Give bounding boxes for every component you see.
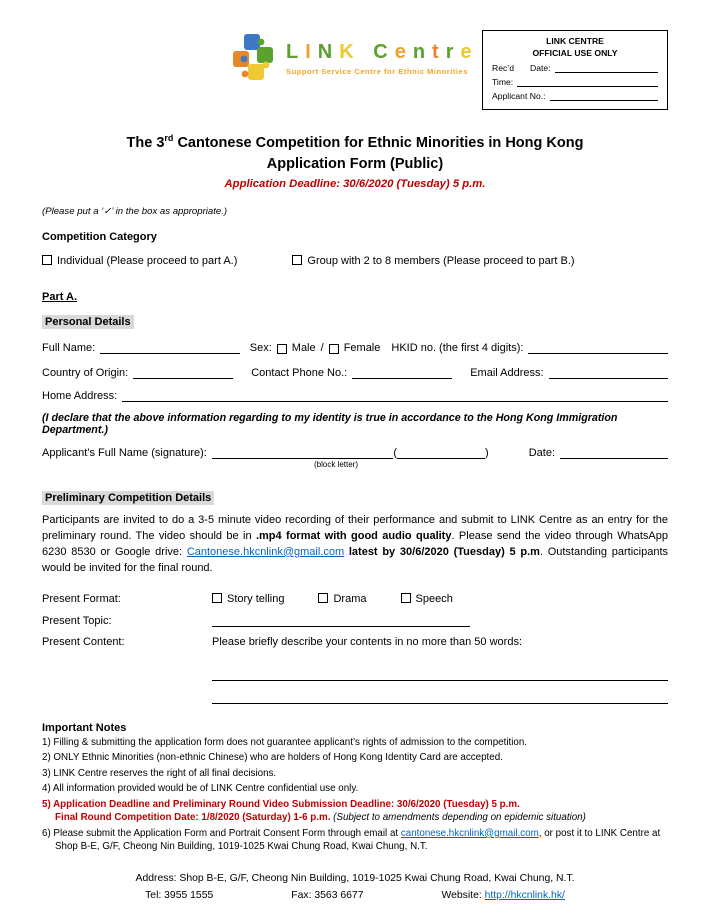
drama-label: Drama: [333, 592, 367, 605]
origin-phone-email-row: [42, 366, 668, 379]
checkbox-icon[interactable]: [318, 593, 328, 603]
note-6: [42, 827, 668, 854]
official-box-time-row: [492, 77, 658, 87]
date-label: Date:: [529, 63, 551, 74]
note-1: 1) Filling & submitting the application form does not guarantee applicant’s rights of admission to the competition.: [42, 736, 528, 748]
story-telling-label: Story telling: [227, 592, 285, 605]
checkbox-group[interactable]: [292, 255, 574, 267]
signature-row: [42, 446, 668, 459]
recd-label: Rec’d: [492, 63, 514, 74]
title-block: [42, 132, 668, 190]
group-label: Group with 2 to 8 members (Please proceed to part B.): [307, 254, 575, 267]
individual-label: Individual (Please proceed to part A.): [57, 254, 238, 267]
hkid-label: HKID no. (the first 4 digits):: [391, 341, 524, 354]
official-box-title: LINK CENTRE: [546, 36, 604, 46]
full-name-field[interactable]: [100, 341, 240, 354]
para-text-2: . Please send the video through WhatsApp 6230 8530 or Google drive:: [42, 529, 668, 558]
full-name-row: [42, 341, 668, 354]
logo-tagline: Support Service Centre for Ethnic Minorities: [286, 66, 468, 76]
website-label: Website:: [441, 890, 482, 901]
preliminary-details-label: Preliminary Competition Details: [42, 491, 214, 505]
official-use-box: [482, 30, 668, 110]
tick-box-instruction: (Please put a ‘✓’ in the box as appropriate.): [42, 205, 228, 217]
present-topic-label: Present Topic:: [42, 614, 112, 627]
signature-field[interactable]: [212, 446, 393, 459]
phone-field[interactable]: [352, 366, 452, 379]
logo-wordmark: LINK Centre: [286, 40, 479, 63]
footer-website: [442, 890, 565, 901]
checkbox-individual[interactable]: [42, 255, 237, 267]
footer-tel: Tel: 3955 1555: [145, 890, 214, 901]
official-applicant-no-field[interactable]: [550, 92, 658, 101]
puzzle-logo-icon: [230, 32, 276, 84]
application-deadline-note: Application Deadline: 30/6/2020 (Tuesday) 5 p.m.: [224, 177, 486, 190]
time-label: Time:: [492, 77, 514, 88]
official-box-recd-row: [492, 63, 658, 73]
title-text-1: The 3: [126, 134, 165, 151]
checkbox-drama[interactable]: [318, 593, 366, 605]
signature-label: Applicant’s Full Name (signature):: [42, 446, 207, 459]
epidemic-note: (Subject to amendments depending on epidemic situation): [330, 812, 586, 824]
header: [42, 26, 668, 122]
block-letter-field[interactable]: [397, 446, 485, 459]
official-box-subtitle: OFFICIAL USE ONLY: [532, 47, 618, 58]
official-box-applicant-row: [492, 91, 658, 101]
phone-label: Contact Phone No.:: [251, 366, 348, 379]
present-format-label: Present Format:: [42, 592, 121, 605]
note-4: 4) All information provided would be of LINK Centre confidential use only.: [42, 783, 359, 795]
note-5-final-round: [42, 811, 668, 825]
personal-details-heading: [42, 315, 668, 329]
full-name-label: Full Name:: [42, 341, 96, 354]
official-date-field[interactable]: [555, 64, 658, 73]
note-email-link[interactable]: cantonese.hkcnlink@gmail.com: [400, 827, 539, 839]
link-centre-logo: [230, 32, 479, 84]
preliminary-details-heading: [42, 491, 668, 505]
personal-details-label: Personal Details: [42, 315, 134, 329]
country-field[interactable]: [133, 366, 233, 379]
email-field[interactable]: [549, 366, 668, 379]
official-time-field[interactable]: [517, 78, 658, 87]
female-label: Female: [343, 341, 381, 354]
competition-category-heading: Competition Category: [42, 230, 157, 243]
male-label: Male: [291, 341, 316, 354]
checkbox-icon[interactable]: [42, 255, 52, 265]
checkbox-female[interactable]: [329, 344, 339, 354]
part-a-heading: Part A.: [42, 290, 78, 303]
format-options: [212, 593, 453, 605]
present-topic-field[interactable]: [212, 614, 470, 627]
important-notes-heading: Important Notes: [42, 721, 127, 734]
present-content-label: Present Content:: [42, 635, 125, 648]
content-line-1[interactable]: [212, 668, 668, 681]
home-address-row: [42, 389, 668, 402]
present-content-lines: [212, 648, 668, 707]
hkid-field[interactable]: [528, 341, 668, 354]
signature-date-label: Date:: [528, 446, 555, 459]
title-text-2: Cantonese Competition for Ethnic Minorities in Hong Kong: [173, 134, 584, 151]
final-round-date: Final Round Competition Date: 1/8/2020 (Saturday) 1-6 p.m.: [55, 812, 331, 824]
form-title: [42, 132, 668, 154]
checkbox-icon[interactable]: [401, 593, 411, 603]
logo-text: [286, 41, 479, 76]
preliminary-paragraph: [42, 513, 668, 577]
content-line-2[interactable]: [212, 691, 668, 704]
note-6-text-2: , or post it to LINK Centre at Shop B-E, G/F, Cheong Nin Building, 1019-1025 Kwai Chung Road, Kwai Chung, N.T.: [55, 827, 661, 853]
note-6-text-1: 6) Please submit the Application Form and Portrait Consent Form through email at: [42, 827, 401, 839]
category-options: [42, 255, 668, 267]
present-format-row: [42, 593, 668, 605]
footer-contact-row: [0, 890, 710, 901]
para-bold-mp4: .mp4 format with good audio quality: [255, 529, 452, 542]
paren-open: (: [393, 446, 398, 459]
identity-declaration: (I declare that the above information regarding to my identity is true in accordance to the Hong Kong Immigration Department.): [42, 411, 618, 436]
form-subtitle: Application Form (Public): [266, 155, 444, 172]
footer-address: Address: Shop B-E, G/F, Cheong Nin Building, 1019-1025 Kwai Chung Road, Kwai Chung, N.T.: [135, 873, 575, 884]
checkbox-male[interactable]: [277, 344, 287, 354]
home-address-field[interactable]: [122, 389, 668, 402]
website-link[interactable]: http://hkcnlink.hk/: [484, 890, 565, 901]
present-content-row: [42, 636, 668, 648]
footer-fax: Fax: 3563 6677: [291, 890, 364, 901]
home-address-label: Home Address:: [42, 389, 118, 402]
signature-date-field[interactable]: [560, 446, 668, 459]
country-label: Country of Origin:: [42, 366, 129, 379]
checkbox-speech[interactable]: [401, 593, 453, 605]
note-5-deadline: 5) Application Deadline and Preliminary Round Video Submission Deadline: 30/6/2020 (Tuesday) 5 p.m.: [42, 798, 520, 810]
applicant-no-label: Applicant No.:: [492, 91, 546, 102]
para-bold-deadline: latest by 30/6/2020 (Tuesday) 5 p.m: [348, 545, 540, 558]
email-label: Email Address:: [470, 366, 544, 379]
block-letter-note: (block letter): [314, 459, 359, 469]
checkbox-story-telling[interactable]: [212, 593, 284, 605]
title-superscript: rd: [164, 133, 174, 143]
speech-label: Speech: [415, 592, 453, 605]
sex-separator: /: [320, 341, 324, 354]
para-text-1: Participants are invited to do a 3-5 minute video recording of their performance and submit to LINK Centre as an entry for the preliminary round. The video should be in: [42, 513, 668, 542]
note-3: 3) LINK Centre reserves the right of all final decisions.: [42, 767, 277, 779]
note-2: 2) ONLY Ethnic Minorities (non-ethnic Chinese) who are holders of Hong Kong Identity Card are accepted.: [42, 752, 503, 764]
checkbox-icon[interactable]: [212, 593, 222, 603]
present-content-hint: Please briefly describe your contents in no more than 50 words:: [212, 635, 522, 648]
present-topic-row: [42, 614, 668, 627]
sex-label: Sex:: [249, 341, 272, 354]
footer: [0, 873, 710, 901]
checkbox-icon[interactable]: [292, 255, 302, 265]
para-text-3: . Outstanding participants would be invited for the final round.: [42, 545, 668, 574]
paren-close: ): [485, 446, 489, 459]
submission-email-link[interactable]: Cantonese.hkcnlink@gmail.com: [186, 545, 345, 558]
